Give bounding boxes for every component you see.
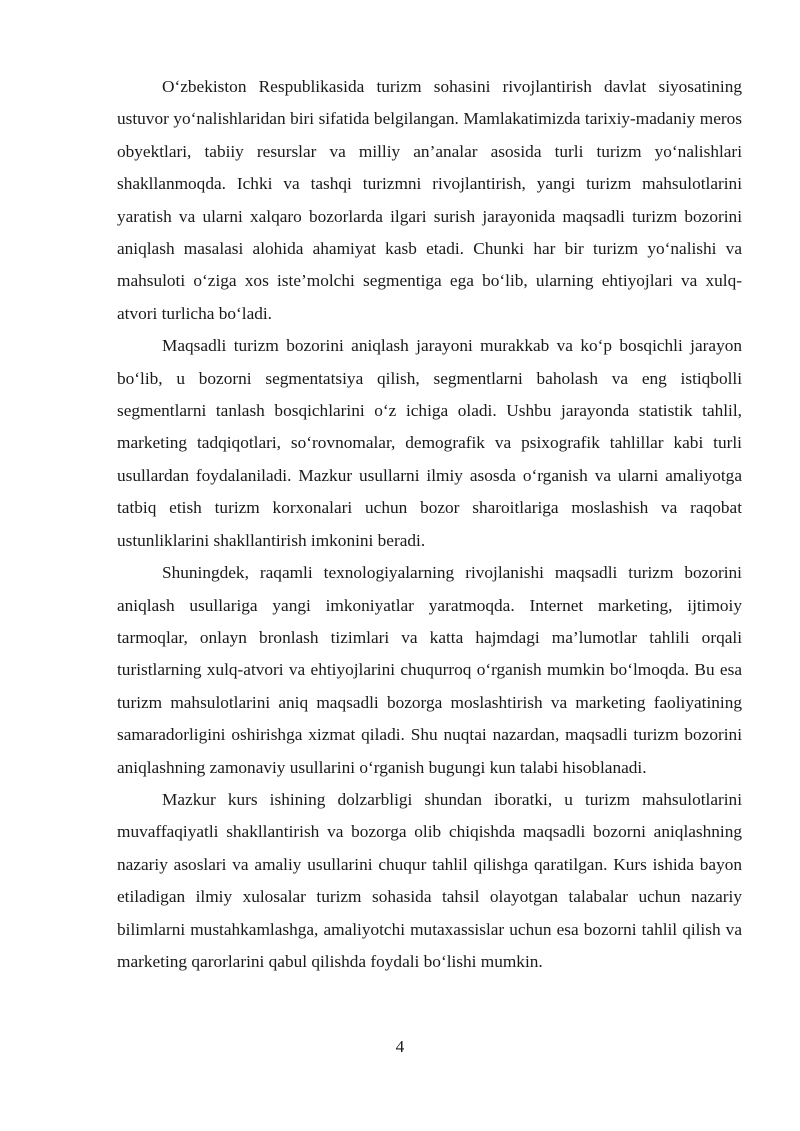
paragraph-2: Maqsadli turizm bozorini aniqlash jarayoni murakkab va ko‘p bosqichli jarayon bo‘lib, u bozorni segmentatsiya qilish, segmentlarni baholash va eng istiqbolli segmentlarni tanlash bosqichlarini o‘z ichiga oladi. Ushbu jarayonda statistik tahlil, marketing tadqiqotlari, so‘rovnomalar, demografik va psixografik tahlillar kabi turli usullardan foydalaniladi. Mazkur usullarni ilmiy asosda o‘rganish va ularni amaliyotga tatbiq etish turizm korxonalari uchun bozor sharoitlariga moslashish va raqobat ustunliklarini shakllantirish imkonini beradi. — [117, 336, 742, 550]
body-text — [117, 71, 742, 978]
paragraph-3: Shuningdek, raqamli texnologiyalarning rivojlanishi maqsadli turizm bozorini aniqlash usullariga yangi imkoniyatlar yaratmoqda. Internet marketing, ijtimoiy tarmoqlar, onlayn bronlash tizimlari va katta hajmdagi ma’lumotlar tahlili orqali turistlarning xulq-atvori va ehtiyojlarini chuqurroq o‘rganish mumkin bo‘lmoqda. Bu esa turizm mahsulotlarini aniq maqsadli bozorga moslashtirish va marketing faoliyatining samaradorligini oshirishga xizmat qiladi. Shu nuqtai nazardan, maqsadli turizm bozorini aniqlashning zamonaviy usullarini o‘rganish bugungi kun talabi hisoblanadi. — [117, 563, 742, 777]
page-number: 4 — [395, 1037, 405, 1056]
paragraph-4: Mazkur kurs ishining dolzarbligi shundan iboratki, u turizm mahsulotlarini muvaffaqiyatli shakllantirish va bozorga olib chiqishda maqsadli bozorni aniqlashning nazariy asoslari va amaliy usullarini chuqur tahlil qilishga qaratilgan. Kurs ishida bayon etiladigan ilmiy xulosalar turizm sohasida tahsil olayotgan talabalar uchun nazariy bilimlarni mustahkamlashga, amaliyotchi mutaxassislar uchun esa bozorni tahlil qilish va marketing qarorlarini qabul qilishda foydali bo‘lishi mumkin. — [117, 789, 742, 971]
paragraph-1: O‘zbekiston Respublikasida turizm sohasini rivojlantirish davlat siyosatining ustuvor yo‘nalishlaridan biri sifatida belgilangan. Mamlakatimizda tarixiy-madaniy meros obyektlari, tabiiy resurslar va milliy an’analar asosida turli turizm yo‘nalishlari shakllanmoqda. Ichki va tashqi turizmni rivojlantirish, yangi turizm mahsulotlarini yaratish va ularni xalqaro bozorlarda ilgari surish jarayonida maqsadli turizm bozorini aniqlash masalasi alohida ahamiyat kasb etadi. Chunki har bir turizm yo‘nalishi va mahsuloti o‘ziga xos iste’molchi segmentiga ega bo‘lib, ularning ehtiyojlari va xulq-atvori turlicha bo‘ladi. — [117, 77, 742, 323]
